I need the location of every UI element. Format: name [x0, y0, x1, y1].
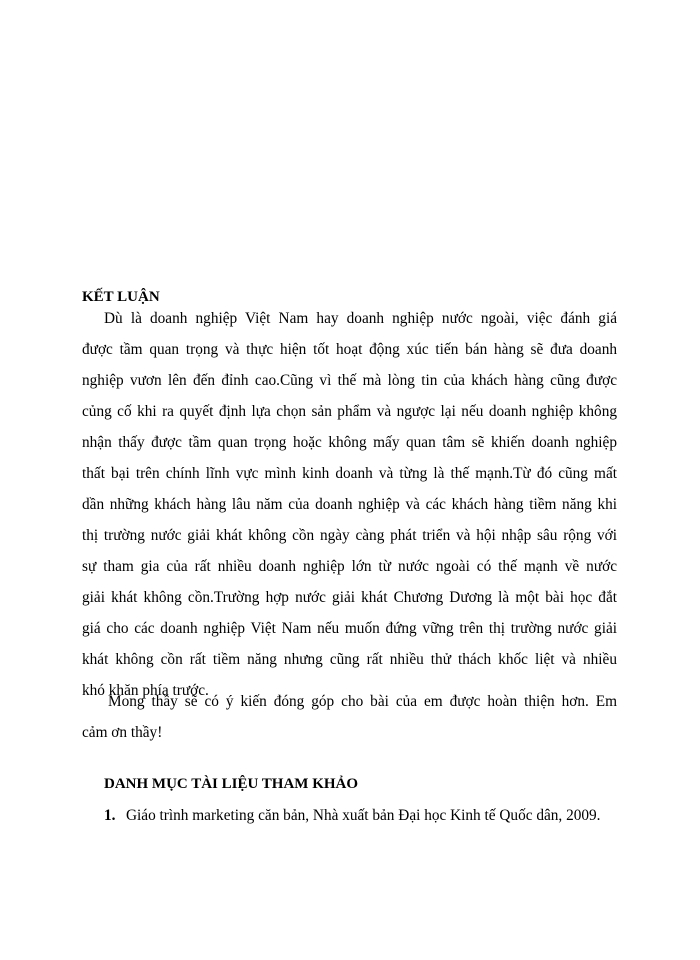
text-line: thị trường nước giải khát không cồn ngày càng phát triển và hội nhập sâu rộng với [82, 527, 617, 544]
text-line: thất bại trên chính lĩnh vực mình kinh doanh và từng là thế mạnh.Từ đó cũng mất [82, 465, 617, 482]
reference-text: Giáo trình marketing căn bản, Nhà xuất bản Đại học Kinh tế Quốc dân, 2009. [126, 807, 601, 824]
text-line: được tầm quan trọng và thực hiện tốt hoạt động xúc tiến bán hàng sẽ đưa doanh [82, 341, 617, 358]
text-line: khó khăn phía trước. [82, 682, 209, 699]
text-line: Dù là doanh nghiệp Việt Nam hay doanh nghiệp nước ngoài, việc đánh giá [104, 310, 617, 327]
references-heading: DANH MỤC TÀI LIỆU THAM KHẢO [104, 776, 359, 792]
conclusion-paragraph-1 [82, 303, 617, 706]
conclusion-paragraph-2 [82, 686, 617, 748]
text-line: sự tham gia của rất nhiều doanh nghiệp lớn từ nước ngoài có thế mạnh về nước [82, 558, 617, 575]
reference-item [104, 806, 617, 826]
text-line: cảm ơn thầy! [82, 724, 163, 741]
text-line: khát không cồn rất tiềm năng nhưng cũng rất nhiều thử thách khốc liệt và nhiều [82, 651, 617, 668]
text-line: giá cho các doanh nghiệp Việt Nam nếu muốn đứng vững trên thị trường nước giải [82, 620, 617, 637]
reference-number: 1. [104, 807, 116, 824]
conclusion-heading: KẾT LUẬN [82, 289, 160, 305]
text-line: nghiệp vươn lên đến đỉnh cao.Cũng vì thế mà lòng tin của khách hàng cũng được [82, 372, 617, 389]
text-line: nhận thấy được tầm quan trọng hoặc không mấy quan tâm sẽ khiến doanh nghiệp [82, 434, 617, 451]
text-line: củng cố khi ra quyết định lựa chọn sản phẩm và ngược lại nếu doanh nghiệp không [82, 403, 617, 420]
text-line: giải khát không cồn.Trường hợp nước giải khát Chương Dương là một bài học đắt [82, 589, 617, 606]
text-line: Mong thầy sẽ có ý kiến đóng góp cho bài của em được hoàn thiện hơn. Em [108, 693, 617, 710]
text-line: dần những khách hàng lâu năm của doanh nghiệp và các khách hàng tiềm năng khi [82, 496, 617, 513]
